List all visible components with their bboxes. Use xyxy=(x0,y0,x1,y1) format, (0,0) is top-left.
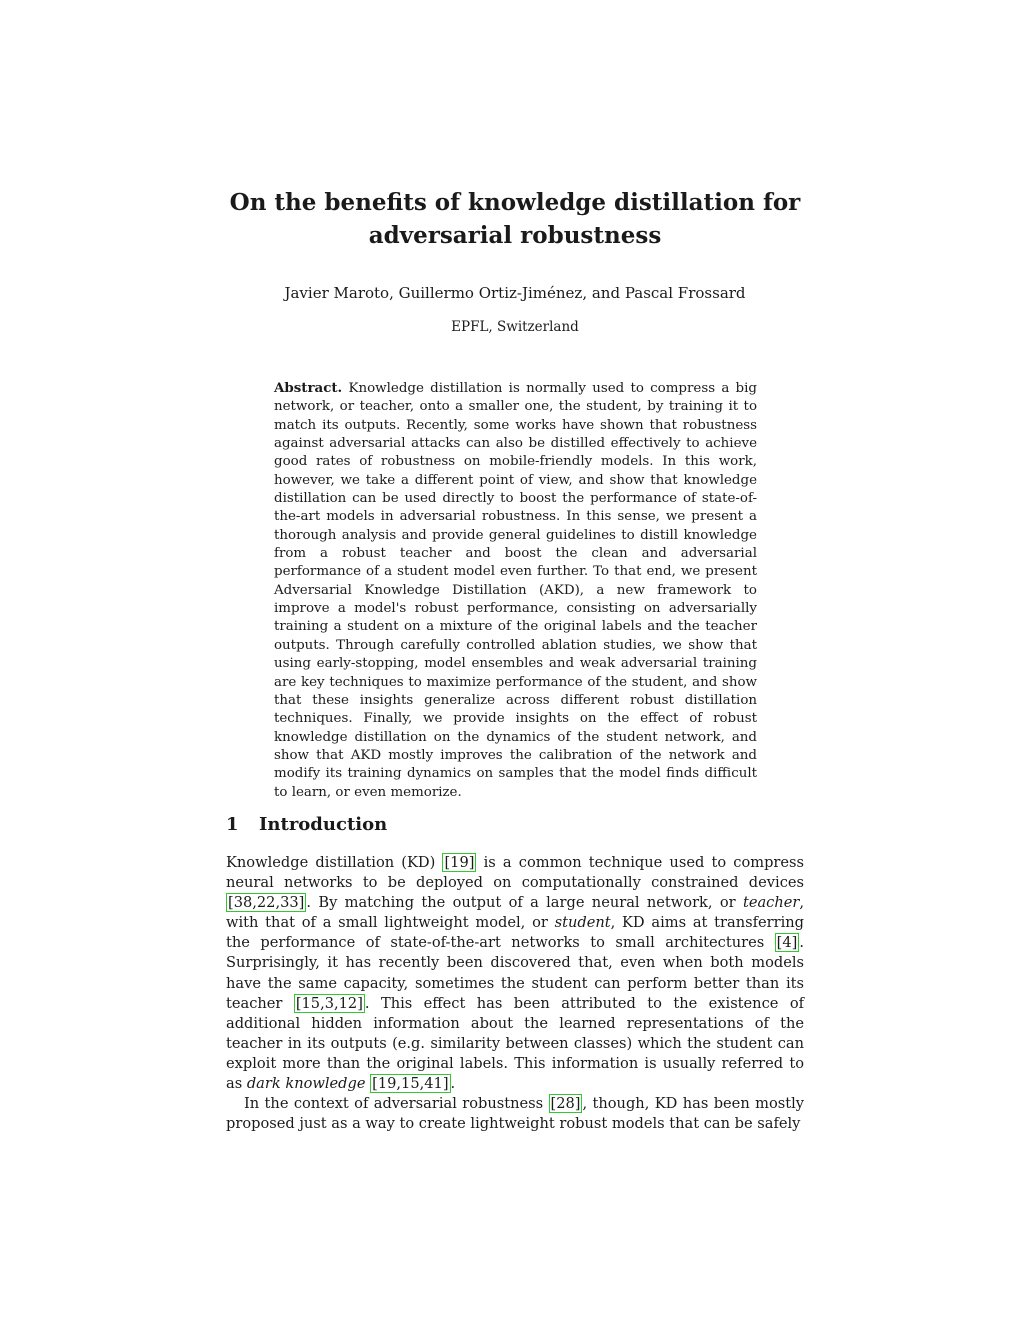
intro-text: is a common technique used to compress neural networks to be deployed on computationally constrained devices xyxy=(226,854,804,892)
paper-title xyxy=(180,186,850,252)
intro-paragraph-2 xyxy=(226,1094,804,1134)
intro-text: In the context of adversarial robustness xyxy=(244,1095,549,1113)
section-heading-introduction xyxy=(226,813,387,837)
emphasis-dark-knowledge: dark knowledge xyxy=(246,1075,366,1093)
introduction-body xyxy=(226,853,804,1134)
intro-text: Knowledge distillation (KD) xyxy=(226,854,443,871)
citation-link[interactable]: [19,15,41] xyxy=(372,1075,449,1093)
intro-paragraph-1 xyxy=(226,853,804,1094)
intro-text: . xyxy=(450,1075,456,1093)
emphasis-teacher: teacher xyxy=(742,894,800,912)
title-line-1: On the benefits of knowledge distillation for xyxy=(229,189,801,216)
citation-link[interactable]: [4] xyxy=(776,934,798,952)
citation-link[interactable]: [28] xyxy=(550,1095,581,1113)
emphasis-student: student xyxy=(554,914,611,932)
intro-text: , though, KD has been mostly proposed just as a way to create lightweight robust models that can be safely xyxy=(226,1095,804,1133)
affiliation: EPFL, Switzerland xyxy=(451,319,579,335)
intro-text: . This effect has been attributed to the existence of additional hidden information about the learned representations of the teacher in its outputs (e.g. similarity between classes) which the student can exploit more than the original labels. This information is usually referred to as xyxy=(226,994,805,1093)
citation-link[interactable]: [15,3,12] xyxy=(295,994,363,1012)
intro-text: , KD aims at transferring the performance of state-of-the-art networks to small architectures xyxy=(226,914,804,952)
title-line-2: adversarial robustness xyxy=(368,222,662,249)
abstract-text: Knowledge distillation is normally used to compress a big network, or teacher, onto a smaller one, the student, by training it to match its outputs. Recently, some works have shown that robustness against adversarial attacks can also be distilled effectively to achieve good rates of robustness on mobile-friendly models. In this work, however, we take a different point of view, and show that knowledge distillation can be used directly to boost the performance of state-of-the-art models in adversarial robustness. In this sense, we present a thorough analysis and provide general guidelines to distill knowledge from a robust teacher and boost the clean and adversarial performance of a student model even further. To that end, we present Adversarial Knowledge Distillation (AKD), a new framework to improve a model's robust performance, consisting on adversarially training a student on a mixture of the original labels and the teacher outputs. Through carefully controlled ablation studies, we show that using early-stopping, model ensembles and weak adversarial training are key techniques to maximize performance of the student, and show that these insights generalize across different robust distillation techniques. Finally, we provide insights on the effect of robust knowledge distillation on the dynamics of the student network, and show that AKD mostly improves the calibration of the network and modify its training dynamics on samples that the model finds difficult to learn, or even memorize. xyxy=(274,381,757,800)
intro-text: . By matching the output of a large neural network, or xyxy=(306,894,743,912)
citation-link[interactable]: [19] xyxy=(444,854,475,871)
citation-link[interactable]: [38,22,33] xyxy=(228,894,305,912)
abstract xyxy=(274,379,757,802)
section-title: Introduction xyxy=(259,814,388,835)
author-list: Javier Maroto, Guillermo Ortiz-Jiménez, and Pascal Frossard xyxy=(284,284,746,302)
abstract-label: Abstract. xyxy=(274,380,343,396)
intro-text: . Surprisingly, it has recently been discovered that, even when both models have the same capacity, sometimes the student can perform better than its teacher xyxy=(226,934,804,1012)
intro-text: , with that of a small lightweight model, or xyxy=(226,894,804,932)
section-number: 1 xyxy=(226,814,239,835)
